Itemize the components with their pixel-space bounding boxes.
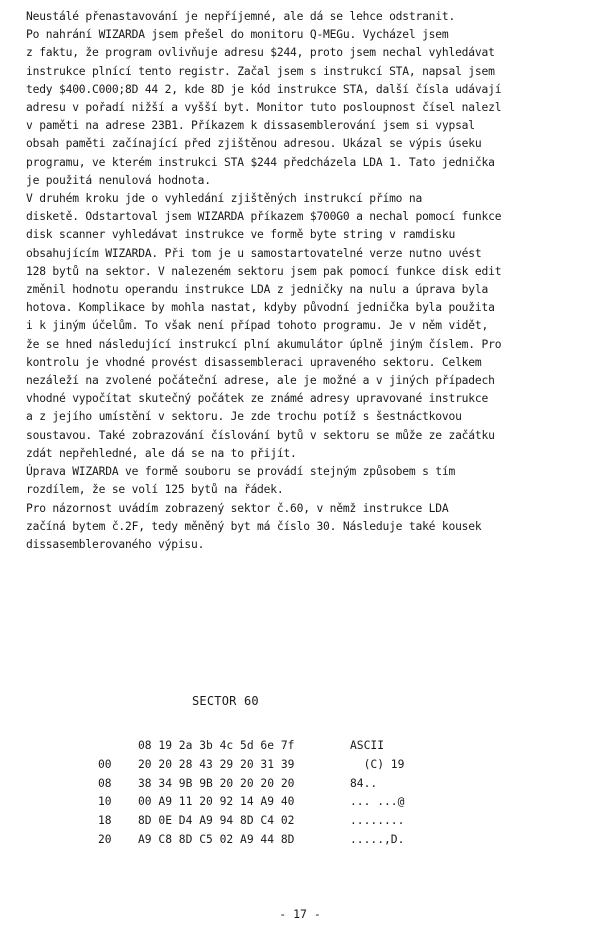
dump-row-address: 00 [98,757,112,771]
text-line: obsahujícím WIZARDA. Při tom je u samostartovatelné verze nutno uvést [26,246,482,260]
dump-row-hex: 00 A9 11 20 92 14 A9 40 [138,795,295,809]
text-line: z faktu, že program ovlivňuje adresu $244, proto jsem nechal vyhledávat [26,46,495,60]
dump-header-hex: 08 19 2a 3b 4c 5d 6e 7f [138,739,295,752]
text-line: soustavou. Také zobrazování číslování bytů v sektoru se může ze začátku [26,428,495,442]
dump-row-address: 08 [98,776,112,790]
hex-dump-row [98,756,470,775]
text-line: rozdílem, že se volí 125 bytů na řádek. [26,483,284,497]
text-line: adresu v pořadí nižší a vyšší byt. Monitor tuto posloupnost čísel nalezl [26,101,502,115]
dump-row-hex: A9 C8 8D C5 02 A9 44 8D [138,832,295,846]
text-line: V druhém kroku jde o vyhledání zjištěných instrukcí přímo na [26,192,423,205]
text-line: kontrolu je vhodné provést disassembleraci upraveného sektoru. Celkem [26,355,482,369]
hex-dump-row [98,775,470,794]
text-line: obsah paměti začínající před zjištěnou adresou. Ukázal se výpis úseku [26,137,482,151]
paragraph-2 [26,190,576,463]
dump-row-ascii: ........ [350,814,405,828]
paragraph-4 [26,500,576,555]
dump-row-ascii: .....,D. [350,832,405,846]
text-line: instrukce plnící tento registr. Začal jsem s instrukcí STA, napsal jsem [26,64,495,78]
dump-header-addr [98,737,138,756]
text-line: že se hned následující instrukcí plní akumulátor úplně jiným číslem. Pro [26,337,502,351]
dump-row-ascii: (C) 19 [350,757,405,771]
text-line: změnil hodnotu operandu instrukce LDA z jedničky na nulu a úprava byla [26,283,489,297]
text-line: disketě. Odstartoval jsem WIZARDA příkazem $700G0 a nechal pomocí funkce [26,210,502,224]
hex-dump-table [98,737,470,850]
text-line: je použitá nenulová hodnota. [26,173,211,187]
text-line: tedy $400.C000;8D 44 2, kde 8D je kód instrukce STA, další čísla udávají [26,82,502,96]
hex-dump-row [98,812,470,831]
text-line: začíná bytem č.2F, tedy měněný byt má číslo 30. Následuje také kousek [26,520,482,534]
text-line: v paměti na adrese 23B1. Příkazem k dissasemblerování jsem si vypsal [26,119,475,133]
text-line: Úprava WIZARDA ve formě souboru se provádí stejným způsobem s tím [26,465,456,478]
text-line: disk scanner vyhledávat instrukce ve formě byte string v ramdisku [26,228,456,242]
text-line: programu, ve kterém instrukci STA $244 předcházela LDA 1. Tato jednička [26,155,495,169]
page-number: - 17 - [279,907,321,921]
dump-header-ascii: ASCII [350,739,385,752]
dump-row-address: 20 [98,832,112,846]
dump-row-hex: 8D 0E D4 A9 94 8D C4 02 [138,814,295,828]
hex-dump-row [98,831,470,850]
text-line: i k jiným účelům. To však není případ tohoto programu. Je v něm vidět, [26,319,489,333]
text-line: Neustálé přenastavování je nepříjemné, ale dá se lehce odstranit. [26,10,456,23]
text-line: Po nahrání WIZARDA jsem přešel do monitoru Q-MEGu. Vycházel jsem [26,28,449,42]
dump-row-hex: 20 20 28 43 29 20 31 39 [138,757,295,771]
text-line: hotova. Komplikace by mohla nastat, kdyby původní jednička byla použita [26,301,495,315]
dump-row-address: 10 [98,795,112,809]
hex-dump-header [98,737,470,756]
hex-dump-row [98,793,470,812]
sector-title: SECTOR 60 [192,694,259,708]
paragraph-3 [26,463,576,499]
paragraph-1 [26,8,576,190]
text-line: dissasemblerovaného výpisu. [26,538,205,552]
text-line: 128 bytů na sektor. V nalezeném sektoru jsem pak pomocí funkce disk edit [26,264,502,278]
text-line: nezáleží na zvolené počáteční adrese, ale je možné a v jiných případech [26,374,495,388]
text-line: Pro názornost uvádím zobrazený sektor č.60, v němž instrukce LDA [26,502,449,515]
dump-row-address: 18 [98,814,112,828]
dump-row-hex: 38 34 9B 9B 20 20 20 20 [138,776,295,790]
dump-row-ascii: ... ...@ [350,795,405,809]
text-line: a z jejího umístění v sektoru. Je zde trochu potíž s šestnáctkovou [26,410,462,424]
text-line: zdát nepřehledné, ale dá se na to přijít. [26,446,297,460]
dump-row-ascii: 84.. [350,776,378,790]
text-line: vhodné vypočítat skutečný počátek ze známé adresy upravované instrukce [26,392,489,406]
